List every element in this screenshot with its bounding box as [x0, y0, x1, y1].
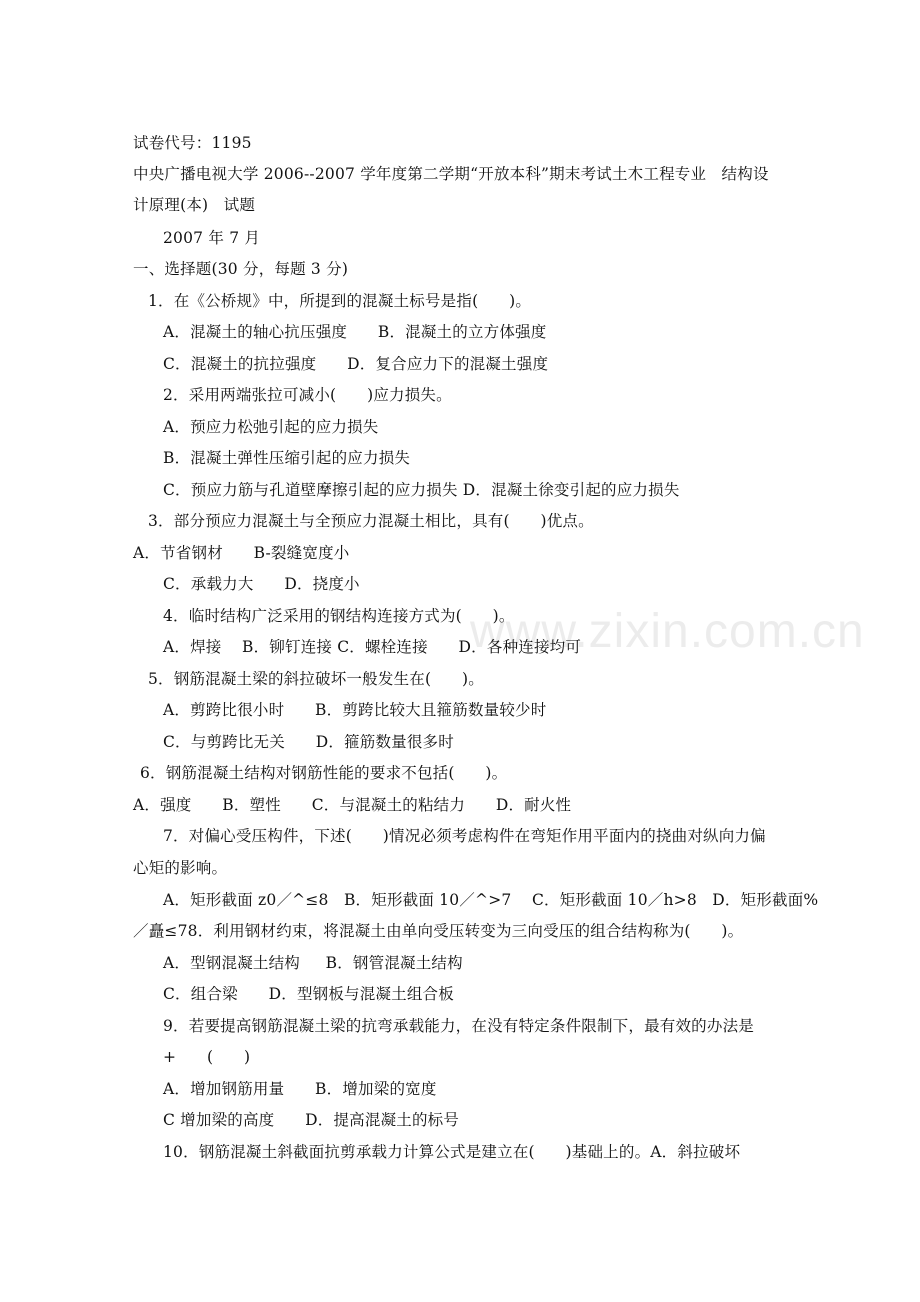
- question-1-options-ab: A．混凝土的轴心抗压强度 B．混凝土的立方体强度: [163, 323, 547, 341]
- question-8-options-cd: C．组合梁 D．型钢板与混凝土组合板: [163, 985, 454, 1003]
- exam-date: 2007 年 7 月: [163, 229, 261, 247]
- question-1-options-cd: C．混凝土的抗拉强度 D．复合应力下的混凝土强度: [163, 355, 549, 373]
- exam-title-line-2: 计原理(本) 试题: [133, 196, 256, 214]
- question-2-options-cd: C．预应力筋与孔道壁摩擦引起的应力损失 D．混凝土徐变引起的应力损失: [163, 481, 680, 499]
- question-7-options-line-1: A．矩形截面 z0／^≤8 B．矩形截面 10／^>7 C．矩形截面 10／h>8 D．矩形截面%: [163, 891, 819, 909]
- paper-code: 试卷代号：1195: [133, 134, 252, 152]
- watermark: www.zixin.com.cn: [470, 605, 865, 658]
- question-8-options-ab: A．型钢混凝土结构 B．钢管混凝土结构: [163, 954, 463, 972]
- question-3-stem: 3．部分预应力混凝土与全预应力混凝土相比，具有( )优点。: [148, 512, 594, 530]
- question-10-stem: 10．钢筋混凝土斜截面抗剪承载力计算公式是建立在( )基础上的。A．斜拉破坏: [163, 1143, 741, 1161]
- question-2-option-b: B．混凝土弹性压缩引起的应力损失: [163, 449, 411, 467]
- question-7-stem-line-2: 心矩的影响。: [133, 859, 228, 877]
- question-2-option-a: A．预应力松弛引起的应力损失: [163, 418, 379, 436]
- question-9-options-ab: A．增加钢筋用量 B．增加梁的宽度: [163, 1080, 437, 1098]
- question-2-stem: 2．采用两端张拉可减小( )应力损失。: [163, 386, 452, 404]
- question-6-options: A．强度 B．塑性 C．与混凝土的粘结力 D．耐火性: [133, 796, 572, 814]
- question-9-options-cd: C 增加梁的高度 D．提高混凝土的标号: [163, 1111, 460, 1129]
- exam-title-line-1: 中央广播电视大学 2006--2007 学年度第二学期“开放本科”期末考试土木工程专业 结构设: [133, 165, 769, 183]
- question-7-stem-line-1: 7．对偏心受压构件，下述( )情况必须考虑构件在弯矩作用平面内的挠曲对纵向力偏: [163, 827, 766, 845]
- question-6-stem: 6．钢筋混凝土结构对钢筋性能的要求不包括( )。: [140, 764, 508, 782]
- question-5-options-ab: A．剪跨比很小时 B．剪跨比较大且箍筋数量较少时: [163, 701, 547, 719]
- question-5-stem: 5．钢筋混凝土梁的斜拉破坏一般发生在( )。: [148, 670, 484, 688]
- question-3-options-cd: C．承载力大 D．挠度小: [163, 575, 360, 593]
- question-1-stem: 1．在《公桥规》中，所提到的混凝土标号是指( )。: [148, 292, 532, 310]
- question-7-options-line-2: ／矗≤78．利用钢材约束，将混凝土由单向受压转变为三向受压的组合结构称为( )。: [133, 922, 744, 940]
- question-9-stem-line-2: + ( ): [163, 1048, 251, 1066]
- question-4-options: A．焊接 B．铆钉连接 C．螺栓连接 D．各种连接均可: [163, 638, 582, 656]
- question-3-options-ab: A．节省钢材 B-裂缝宽度小: [133, 544, 350, 562]
- question-5-options-cd: C．与剪跨比无关 D．箍筋数量很多时: [163, 733, 454, 751]
- section-heading: 一、选择题(30 分，每题 3 分): [133, 260, 349, 278]
- question-9-stem-line-1: 9．若要提高钢筋混凝土梁的抗弯承载能力，在没有特定条件限制下，最有效的办法是: [163, 1017, 754, 1035]
- question-4-stem: 4．临时结构广泛采用的钢结构连接方式为( )。: [163, 607, 515, 625]
